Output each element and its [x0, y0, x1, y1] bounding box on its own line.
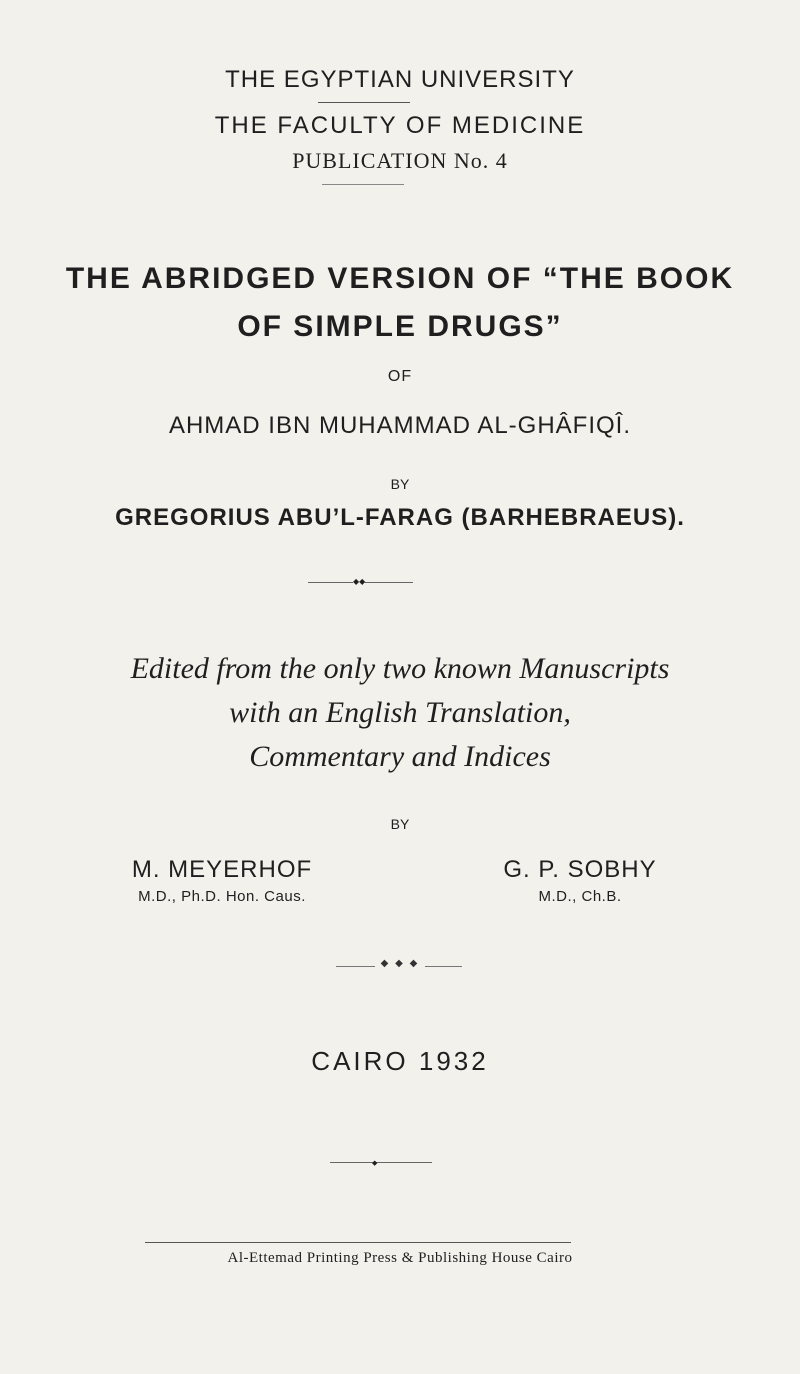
editor-degrees: M.D., Ch.B. [538, 888, 622, 905]
by-label: BY [390, 476, 410, 492]
faculty-name: THE FACULTY OF MEDICINE [214, 112, 586, 139]
editor-name: M. MEYERHOF [131, 856, 313, 883]
printer-name: Al-Ettemad Printing Press & Publishing House Cairo [227, 1250, 573, 1266]
diamond-dot-icon: ◆ [372, 1160, 378, 1167]
book-title-line1: THE ABRIDGED VERSION OF “THE BOOK [65, 262, 735, 295]
imprint-rule [330, 1162, 432, 1163]
publication-number: PUBLICATION No. 4 [292, 148, 508, 173]
author-name: AHMAD IBN MUHAMMAD AL-GHÂFIQÎ. [168, 412, 632, 439]
editor-meyerhof [122, 856, 322, 905]
of-label: OF [387, 368, 413, 385]
imprint-city-year: CAIRO 1932 [311, 1046, 489, 1076]
ornament-divider [308, 577, 413, 586]
edition-line1: Edited from the only two known Manuscripts [130, 652, 670, 685]
header-rule [318, 102, 410, 103]
edition-line2: with an English Translation, [229, 696, 571, 729]
diamond-ornament-icon: ◆ ◆ ◆ [375, 958, 426, 969]
edition-line3: Commentary and Indices [249, 740, 551, 773]
editor-degrees: M.D., Ph.D. Hon. Caus. [138, 888, 306, 905]
editor-sobhy [480, 856, 680, 905]
abridger-name: GREGORIUS ABU’L-FARAG (BARHEBRAEUS). [115, 504, 685, 531]
university-name: THE EGYPTIAN UNIVERSITY [225, 66, 575, 93]
book-title-line2: OF SIMPLE DRUGS” [237, 310, 563, 343]
editor-name: G. P. SOBHY [503, 856, 657, 883]
editors-by-label: BY [390, 816, 410, 832]
diamond-ornament-icon: ◆◆ [353, 577, 366, 586]
header-rule-lower [322, 184, 404, 185]
printer-rule [145, 1242, 571, 1243]
